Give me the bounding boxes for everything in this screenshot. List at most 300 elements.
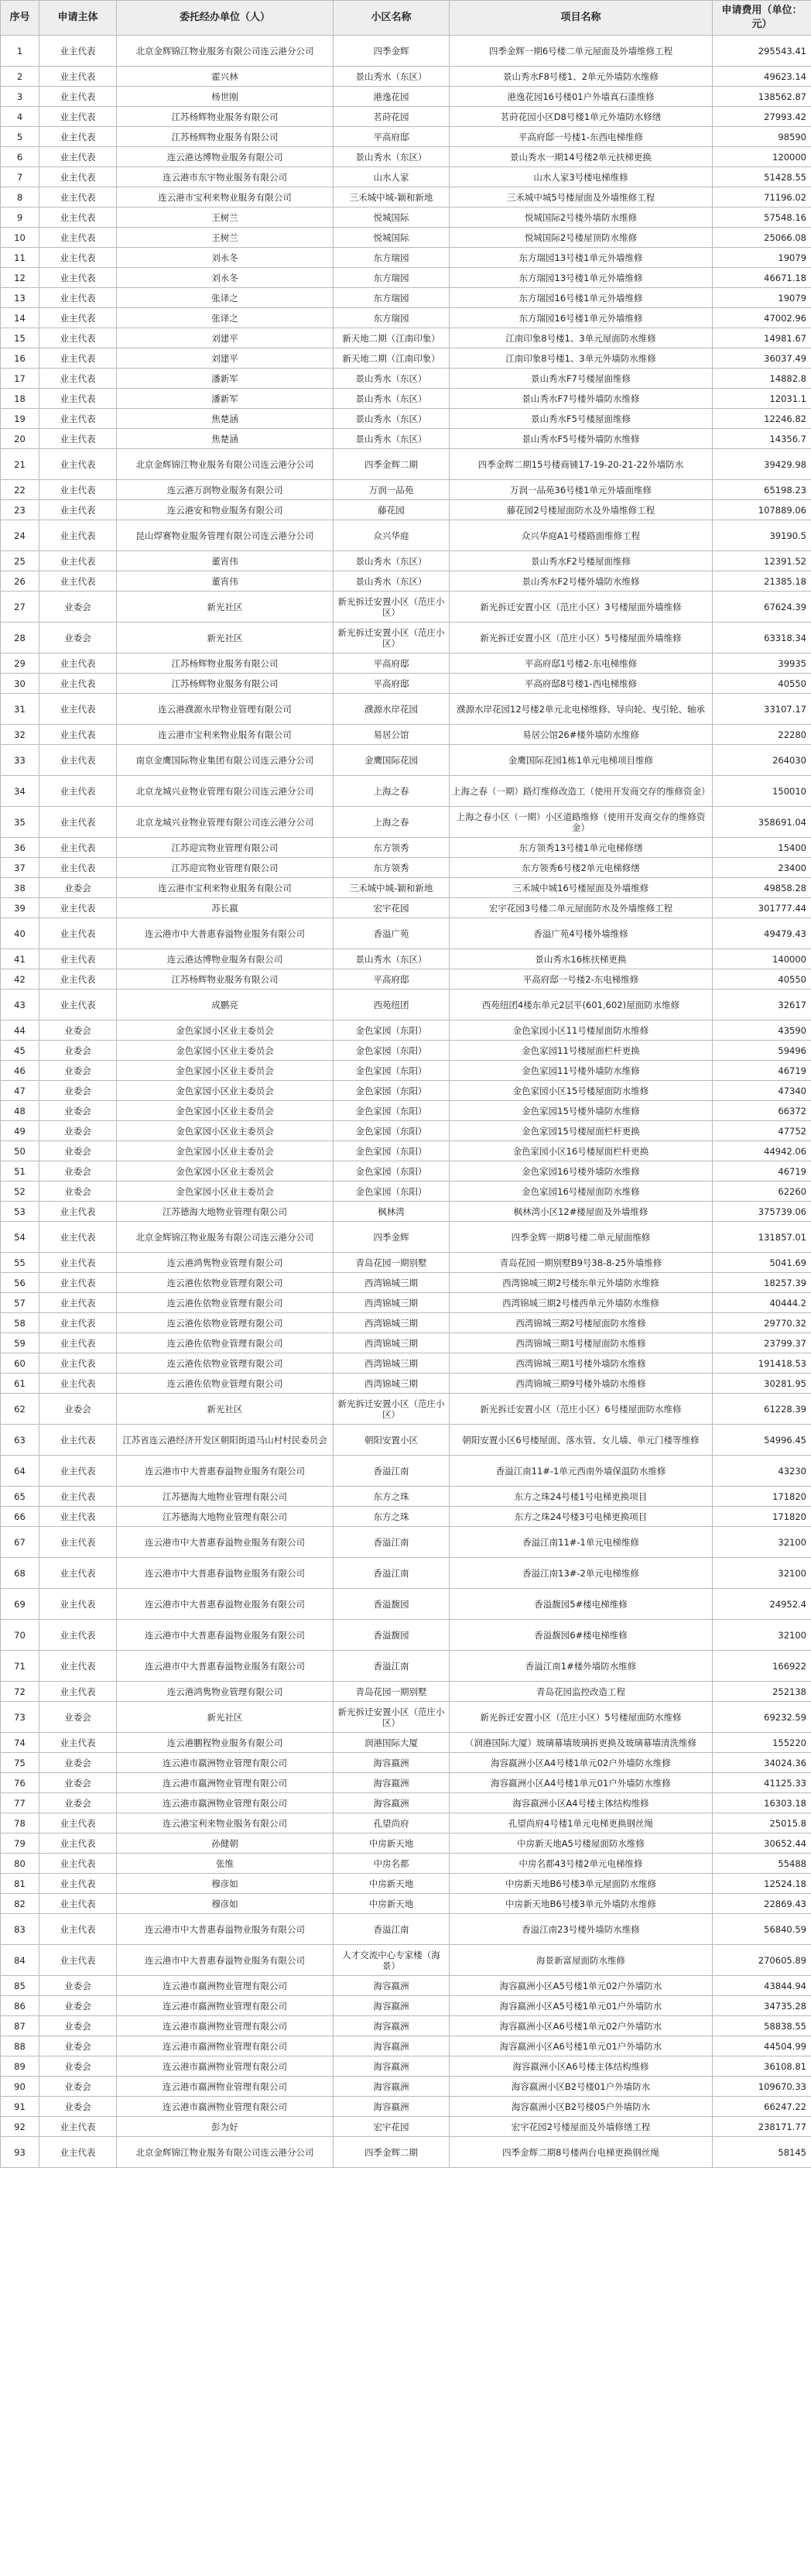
header-index: 序号 <box>1 1 39 36</box>
row-index: 50 <box>1 1141 39 1161</box>
applicant: 业主代表 <box>39 127 117 147</box>
table-row <box>1 838 811 858</box>
table-row <box>1 2077 811 2097</box>
amount: 44504.99 <box>713 2036 811 2056</box>
table-row <box>1 500 811 520</box>
amount: 150010 <box>713 776 811 807</box>
row-index: 93 <box>1 2137 39 2168</box>
agent: 江苏杨辉物业服务有限公司 <box>117 674 334 694</box>
table-row <box>1 1945 811 1976</box>
amount: 67624.39 <box>713 592 811 623</box>
agent: 连云港佐依物业管理有限公司 <box>117 1353 334 1374</box>
community: 海容嬴洲 <box>334 2077 450 2097</box>
community: 上海之春 <box>334 807 450 838</box>
row-index: 66 <box>1 1507 39 1527</box>
amount: 40550 <box>713 674 811 694</box>
community: 西湾锦城三期 <box>334 1333 450 1353</box>
project: 香溢馥园5#楼电梯维修 <box>450 1589 713 1620</box>
agent: 连云港市嬴洲物业管理有限公司 <box>117 1996 334 2016</box>
applicant: 业主代表 <box>39 1589 117 1620</box>
table-row <box>1 1854 811 1874</box>
row-index: 13 <box>1 288 39 308</box>
applicant: 业主代表 <box>39 1425 117 1456</box>
row-index: 71 <box>1 1651 39 1682</box>
project: 平高府邸8号楼1-西电梯维修 <box>450 674 713 694</box>
project: 平高府邸1号楼2-东电梯维修 <box>450 653 713 674</box>
community: 港逸花园 <box>334 87 450 107</box>
applicant: 业主代表 <box>39 1914 117 1945</box>
agent: 江苏迎宾物业管理有限公司 <box>117 838 334 858</box>
table-row <box>1 1141 811 1161</box>
applicant: 业主代表 <box>39 87 117 107</box>
amount: 40550 <box>713 969 811 990</box>
community: 景山秀水（东区） <box>334 551 450 571</box>
community: 香溢江南 <box>334 1651 450 1682</box>
applicant: 业委会 <box>39 1081 117 1101</box>
project: 海容嬴洲小区A4号楼1单元02户外墙防水维修 <box>450 1753 713 1773</box>
header-agent: 委托经办单位（人） <box>117 1 334 36</box>
agent: 连云港佐依物业管理有限公司 <box>117 1273 334 1293</box>
table-row <box>1 1773 811 1793</box>
applicant: 业主代表 <box>39 348 117 369</box>
agent: 连云港市嬴洲物业管理有限公司 <box>117 2097 334 2117</box>
agent: 连云港佐依物业管理有限公司 <box>117 1313 334 1333</box>
applicant: 业主代表 <box>39 1874 117 1894</box>
agent: 北京龙城兴业物业管理有限公司连云港分公司 <box>117 807 334 838</box>
community: 山水人家 <box>334 167 450 187</box>
agent: 连云港市嬴洲物业管理有限公司 <box>117 1753 334 1773</box>
amount: 34735.28 <box>713 1996 811 2016</box>
applicant: 业主代表 <box>39 2117 117 2137</box>
applicant: 业委会 <box>39 1394 117 1425</box>
row-index: 14 <box>1 308 39 328</box>
agent: 北京金辉锦江物业服务有限公司连云港分公司 <box>117 1222 334 1253</box>
community: 四季金辉二期 <box>334 449 450 480</box>
row-index: 76 <box>1 1773 39 1793</box>
row-index: 55 <box>1 1253 39 1273</box>
community: 金色家园（东阳） <box>334 1141 450 1161</box>
applicant: 业主代表 <box>39 1945 117 1976</box>
row-index: 72 <box>1 1682 39 1702</box>
applicant: 业主代表 <box>39 520 117 551</box>
row-index: 32 <box>1 725 39 745</box>
amount: 12246.82 <box>713 409 811 429</box>
amount: 270605.89 <box>713 1945 811 1976</box>
community: 景山秀水（东区） <box>334 147 450 167</box>
applicant: 业主代表 <box>39 653 117 674</box>
agent: 潘新军 <box>117 369 334 389</box>
amount: 166922 <box>713 1651 811 1682</box>
table-row <box>1 449 811 480</box>
amount: 98590 <box>713 127 811 147</box>
amount: 19079 <box>713 288 811 308</box>
applicant: 业主代表 <box>39 918 117 949</box>
project: 悦城国际2号楼屋顶防水维修 <box>450 228 713 248</box>
agent: 孙健朝 <box>117 1833 334 1854</box>
agent: 新光社区 <box>117 1394 334 1425</box>
applicant: 业委会 <box>39 2036 117 2056</box>
table-row <box>1 878 811 898</box>
project: 四季金辉二期8号楼两台电梯更换钢丝绳 <box>450 2137 713 2168</box>
table-row <box>1 1333 811 1353</box>
community: 海容嬴洲 <box>334 2056 450 2077</box>
applicant: 业主代表 <box>39 807 117 838</box>
community: 上海之春 <box>334 776 450 807</box>
row-index: 82 <box>1 1894 39 1914</box>
row-index: 44 <box>1 1020 39 1041</box>
table-row <box>1 1976 811 1996</box>
applicant: 业主代表 <box>39 1202 117 1222</box>
agent: 张译之 <box>117 308 334 328</box>
agent: 新光社区 <box>117 1702 334 1733</box>
row-index: 12 <box>1 268 39 288</box>
amount: 49858.28 <box>713 878 811 898</box>
project: 中房新天地B6号楼3单元屋面防水维修 <box>450 1874 713 1894</box>
community: 中房新天地 <box>334 1874 450 1894</box>
amount: 41125.33 <box>713 1773 811 1793</box>
community: 平高府邸 <box>334 127 450 147</box>
amount: 54996.45 <box>713 1425 811 1456</box>
row-index: 10 <box>1 228 39 248</box>
agent: 江苏德海大地物业管理有限公司 <box>117 1507 334 1527</box>
project: 西湾锦城三期2号楼西单元外墙防水维修 <box>450 1293 713 1313</box>
row-index: 41 <box>1 949 39 969</box>
community: 景山秀水（东区） <box>334 429 450 449</box>
table-row <box>1 1041 811 1061</box>
project: 金色家园11号楼外墙防水维修 <box>450 1061 713 1081</box>
agent: 连云港鸿隽物业管理有限公司 <box>117 1682 334 1702</box>
community: 茗莳花园 <box>334 107 450 127</box>
row-index: 77 <box>1 1793 39 1813</box>
project: 海景新富屋面防水维修 <box>450 1945 713 1976</box>
agent: 彭为好 <box>117 2117 334 2137</box>
row-index: 64 <box>1 1456 39 1487</box>
applicant: 业委会 <box>39 1020 117 1041</box>
table-row <box>1 308 811 328</box>
table-row <box>1 898 811 918</box>
applicant: 业主代表 <box>39 1374 117 1394</box>
row-index: 90 <box>1 2077 39 2097</box>
agent: 昆山焊赛物业服务管理有限公司连云港分公司 <box>117 520 334 551</box>
table-row <box>1 348 811 369</box>
row-index: 51 <box>1 1161 39 1182</box>
amount: 71196.02 <box>713 187 811 208</box>
community: 西湾锦城三期 <box>334 1273 450 1293</box>
row-index: 49 <box>1 1121 39 1141</box>
project: （润港国际大厦）玻璃幕墙玻璃拆更换及玻璃幕墙清洗维修 <box>450 1733 713 1753</box>
agent: 连云港万润物业服务有限公司 <box>117 480 334 500</box>
amount: 29770.32 <box>713 1313 811 1333</box>
applicant: 业主代表 <box>39 36 117 67</box>
table-row <box>1 208 811 228</box>
agent: 穆彦如 <box>117 1874 334 1894</box>
table-body <box>1 36 811 2168</box>
amount: 14981.67 <box>713 328 811 348</box>
amount: 120000 <box>713 147 811 167</box>
applicant: 业委会 <box>39 878 117 898</box>
amount: 34024.36 <box>713 1753 811 1773</box>
row-index: 73 <box>1 1702 39 1733</box>
header-amount: 申请费用（单位：元） <box>713 1 811 36</box>
row-index: 60 <box>1 1353 39 1374</box>
applicant: 业主代表 <box>39 288 117 308</box>
applicant: 业委会 <box>39 1101 117 1121</box>
agent: 连云港市中大普惠春溢物业服务有限公司 <box>117 1914 334 1945</box>
agent: 江苏省连云港经济开发区朝阳街道马山村村民委员会 <box>117 1425 334 1456</box>
community: 景山秀水（东区） <box>334 369 450 389</box>
project: 平高府邸一号楼2-东电梯维修 <box>450 969 713 990</box>
project: 宏宇花园2号楼屋面及外墙修缮工程 <box>450 2117 713 2137</box>
project: 新光拆迁安置小区（范庄小区）3号楼屋面外墙维修 <box>450 592 713 623</box>
agent: 北京龙城兴业物业管理有限公司连云港分公司 <box>117 776 334 807</box>
project: 港逸花园16号楼01户外墙真石漆维修 <box>450 87 713 107</box>
table-row <box>1 1456 811 1487</box>
table-row <box>1 571 811 592</box>
agent: 连云港市嬴洲物业管理有限公司 <box>117 1976 334 1996</box>
project: 新光拆迁安置小区（范庄小区）5号楼屋面防水维修 <box>450 1702 713 1733</box>
amount: 301777.44 <box>713 898 811 918</box>
applicant: 业主代表 <box>39 1253 117 1273</box>
amount: 22869.43 <box>713 1894 811 1914</box>
table-row <box>1 409 811 429</box>
applicant: 业主代表 <box>39 725 117 745</box>
table-row <box>1 1394 811 1425</box>
table-row <box>1 969 811 990</box>
project: 景山秀水F5号楼屋面维修 <box>450 409 713 429</box>
community: 新光拆迁安置小区（范庄小区） <box>334 1394 450 1425</box>
applicant: 业委会 <box>39 1702 117 1733</box>
amount: 30281.95 <box>713 1374 811 1394</box>
project: 四季金辉二期15号楼商铺17-19-20-21-22外墙防水 <box>450 449 713 480</box>
table-row <box>1 1374 811 1394</box>
community: 孔望尚府 <box>334 1813 450 1833</box>
project: 众兴华庭A1号楼路面维修工程 <box>450 520 713 551</box>
project: 西苑纽团4楼东单元2层平(601,602)屋面防水维修 <box>450 990 713 1020</box>
agent: 连云港市嬴洲物业管理有限公司 <box>117 2077 334 2097</box>
applicant: 业主代表 <box>39 674 117 694</box>
amount: 39429.98 <box>713 449 811 480</box>
applicant: 业主代表 <box>39 500 117 520</box>
community: 新天地二期（江南印象） <box>334 348 450 369</box>
agent: 连云港市宝利来物业服务有限公司 <box>117 187 334 208</box>
amount: 19079 <box>713 248 811 268</box>
amount: 109670.33 <box>713 2077 811 2097</box>
community: 平高府邸 <box>334 674 450 694</box>
row-index: 80 <box>1 1854 39 1874</box>
amount: 12031.1 <box>713 389 811 409</box>
agent: 刘建平 <box>117 328 334 348</box>
amount: 15400 <box>713 838 811 858</box>
row-index: 45 <box>1 1041 39 1061</box>
project: 景山秀水F7号楼屋面维修 <box>450 369 713 389</box>
community: 金色家园（东阳） <box>334 1182 450 1202</box>
table-row <box>1 167 811 187</box>
row-index: 92 <box>1 2117 39 2137</box>
community: 香溢馥园 <box>334 1589 450 1620</box>
table-row <box>1 248 811 268</box>
applicant: 业主代表 <box>39 838 117 858</box>
project: 宏宇花园3号楼二单元屋面防水及外墙维修工程 <box>450 898 713 918</box>
table-row <box>1 1313 811 1333</box>
project: 金色家园小区15号楼屋面防水维修 <box>450 1081 713 1101</box>
applicant: 业主代表 <box>39 1527 117 1558</box>
table-row <box>1 1914 811 1945</box>
table-row <box>1 1222 811 1253</box>
community: 海容嬴洲 <box>334 2097 450 2117</box>
table-row <box>1 1273 811 1293</box>
agent: 江苏杨辉物业服务有限公司 <box>117 127 334 147</box>
project: 金色家园16号楼外墙防水维修 <box>450 1161 713 1182</box>
project: 四季金辉一期6号楼二单元屋面及外墙维修工程 <box>450 36 713 67</box>
applicant: 业主代表 <box>39 858 117 878</box>
amount: 5041.69 <box>713 1253 811 1273</box>
row-index: 40 <box>1 918 39 949</box>
agent: 金色家园小区业主委员会 <box>117 1061 334 1081</box>
community: 东方领秀 <box>334 838 450 858</box>
row-index: 69 <box>1 1589 39 1620</box>
applicant: 业主代表 <box>39 571 117 592</box>
amount: 264030 <box>713 745 811 776</box>
applicant: 业主代表 <box>39 1558 117 1589</box>
table-row <box>1 1121 811 1141</box>
project: 金鹰国际花园1栋1单元电梯项目维修 <box>450 745 713 776</box>
row-index: 78 <box>1 1813 39 1833</box>
table-row <box>1 1894 811 1914</box>
row-index: 25 <box>1 551 39 571</box>
applicant: 业委会 <box>39 1041 117 1061</box>
row-index: 24 <box>1 520 39 551</box>
amount: 63318.34 <box>713 623 811 653</box>
agent: 连云港达博物业服务有限公司 <box>117 949 334 969</box>
project: 孔望尚府4号楼1单元电梯更换钢丝绳 <box>450 1813 713 1833</box>
project: 枫林湾小区12#楼屋面及外墙维修 <box>450 1202 713 1222</box>
applicant: 业主代表 <box>39 1456 117 1487</box>
table-row <box>1 1425 811 1456</box>
project: 西湾锦城三期1号楼屋面防水维修 <box>450 1333 713 1353</box>
amount: 27993.42 <box>713 107 811 127</box>
table-row <box>1 1487 811 1507</box>
table-row <box>1 127 811 147</box>
project: 金色家园小区11号楼屋面防水维修 <box>450 1020 713 1041</box>
amount: 43844.94 <box>713 1976 811 1996</box>
applicant: 业主代表 <box>39 147 117 167</box>
applicant: 业主代表 <box>39 328 117 348</box>
amount: 171820 <box>713 1507 811 1527</box>
row-index: 22 <box>1 480 39 500</box>
agent: 刘建平 <box>117 348 334 369</box>
community: 西湾锦城三期 <box>334 1313 450 1333</box>
applicant: 业委会 <box>39 1182 117 1202</box>
agent: 董宵伟 <box>117 551 334 571</box>
table-row <box>1 147 811 167</box>
row-index: 31 <box>1 694 39 725</box>
applicant: 业主代表 <box>39 167 117 187</box>
project: 茗莳花园小区D8号楼1单元外墙防水修缮 <box>450 107 713 127</box>
agent: 董宵伟 <box>117 571 334 592</box>
project: 青岛花园一期别墅B9号38-8-25外墙维修 <box>450 1253 713 1273</box>
applicant: 业主代表 <box>39 1651 117 1682</box>
row-index: 70 <box>1 1620 39 1651</box>
applicant: 业委会 <box>39 1121 117 1141</box>
amount: 23799.37 <box>713 1333 811 1353</box>
community: 四季金辉二期 <box>334 2137 450 2168</box>
table-row <box>1 2056 811 2077</box>
table-row <box>1 187 811 208</box>
community: 西湾锦城三期 <box>334 1374 450 1394</box>
table-row <box>1 807 811 838</box>
agent: 连云港濮源水岸物业管理有限公司 <box>117 694 334 725</box>
row-index: 74 <box>1 1733 39 1753</box>
header-community: 小区名称 <box>334 1 450 36</box>
project: 西湾锦城三期2号楼屋面防水维修 <box>450 1313 713 1333</box>
amount: 65198.23 <box>713 480 811 500</box>
applicant: 业主代表 <box>39 898 117 918</box>
project: 香溢广苑4号楼外墙维修 <box>450 918 713 949</box>
project: 东方瑞园16号楼1单元外墙维修 <box>450 288 713 308</box>
table-row <box>1 389 811 409</box>
community: 海容嬴洲 <box>334 1976 450 1996</box>
agent: 连云港市中大普惠春溢物业服务有限公司 <box>117 1456 334 1487</box>
amount: 238171.77 <box>713 2117 811 2137</box>
table-row <box>1 67 811 87</box>
agent: 刘永冬 <box>117 248 334 268</box>
agent: 北京金辉锦江物业服务有限公司连云港分公司 <box>117 449 334 480</box>
applicant: 业主代表 <box>39 949 117 969</box>
applicant: 业主代表 <box>39 1854 117 1874</box>
amount: 46719 <box>713 1061 811 1081</box>
community: 中房新天地 <box>334 1894 450 1914</box>
community: 景山秀水（东区） <box>334 389 450 409</box>
table-row <box>1 520 811 551</box>
community: 新光拆迁安置小区（范庄小区） <box>334 1702 450 1733</box>
community: 景山秀水（东区） <box>334 949 450 969</box>
table-row <box>1 1874 811 1894</box>
amount: 46671.18 <box>713 268 811 288</box>
project: 东方领秀6号楼2单元电梯修缮 <box>450 858 713 878</box>
amount: 32100 <box>713 1527 811 1558</box>
amount: 49479.43 <box>713 918 811 949</box>
table-row <box>1 2117 811 2137</box>
agent: 焦楚涵 <box>117 409 334 429</box>
community: 中房新天地 <box>334 1833 450 1854</box>
amount: 61228.39 <box>713 1394 811 1425</box>
agent: 江苏德海大地物业管理有限公司 <box>117 1202 334 1222</box>
table-row <box>1 480 811 500</box>
community: 平高府邸 <box>334 969 450 990</box>
table-row <box>1 288 811 308</box>
community: 金色家园（东阳） <box>334 1161 450 1182</box>
table-row <box>1 1589 811 1620</box>
row-index: 84 <box>1 1945 39 1976</box>
agent: 北京金辉锦江物业服务有限公司连云港分公司 <box>117 2137 334 2168</box>
applicant: 业主代表 <box>39 1813 117 1833</box>
applicant: 业主代表 <box>39 1222 117 1253</box>
amount: 22280 <box>713 725 811 745</box>
applicant: 业委会 <box>39 1161 117 1182</box>
project: 景山秀水16栋扶梯更换 <box>450 949 713 969</box>
agent: 连云港市中大普惠春溢物业服务有限公司 <box>117 1945 334 1976</box>
row-index: 46 <box>1 1061 39 1081</box>
project: 香溢馥园6#楼电梯维修 <box>450 1620 713 1651</box>
applicant: 业主代表 <box>39 694 117 725</box>
applicant: 业主代表 <box>39 745 117 776</box>
applicant: 业主代表 <box>39 1353 117 1374</box>
amount: 36108.81 <box>713 2056 811 2077</box>
table-row <box>1 949 811 969</box>
agent: 北京金辉锦江物业服务有限公司连云港分公司 <box>117 36 334 67</box>
community: 悦城国际 <box>334 208 450 228</box>
agent: 潘新军 <box>117 389 334 409</box>
